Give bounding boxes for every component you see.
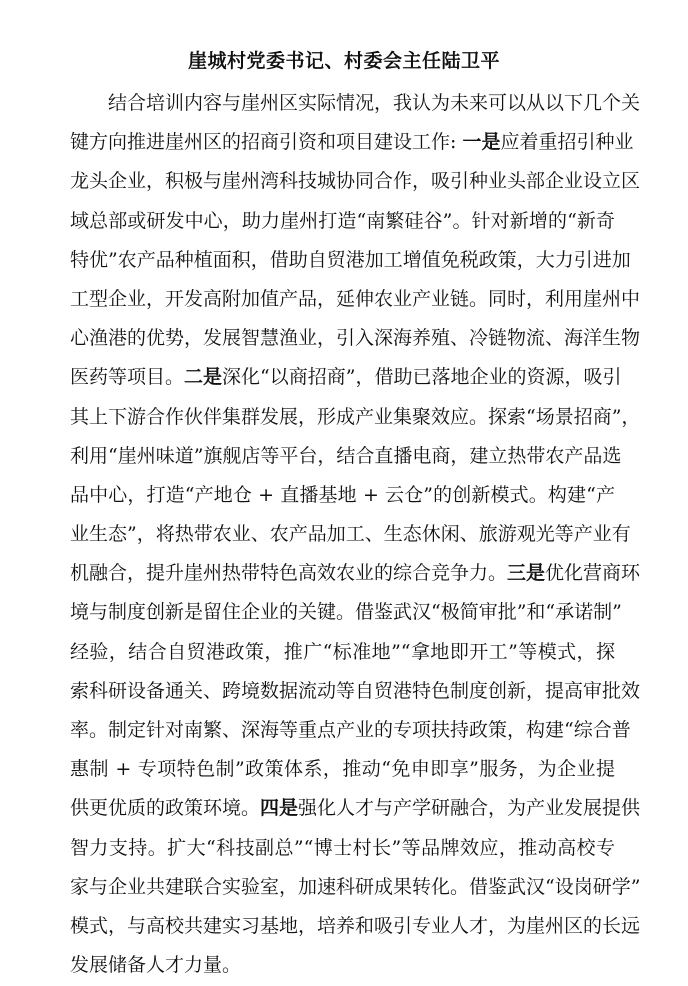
text-segment: 业生态”，将热带农业、农产品加工、生态休闲、旅游观光等产业有 xyxy=(70,523,631,546)
document-title: 崖城村党委书记、村委会主任陆卫平 xyxy=(187,50,500,72)
emphasis-marker: 三是 xyxy=(507,562,546,585)
text-segment: 发展储备人才力量。 xyxy=(70,954,242,977)
text-segment: 优化营商环 xyxy=(545,562,641,585)
paragraph-line xyxy=(70,358,622,397)
text-segment: 深化“以商招商”，借助已落地企业的资源，吸引 xyxy=(222,366,622,389)
emphasis-marker: 二是 xyxy=(184,366,223,389)
text-segment: 机融合，提升崖州热带特色高效农业的综合竞争力。 xyxy=(70,562,508,585)
paragraph-line xyxy=(70,672,641,711)
paragraph-line xyxy=(70,946,615,985)
paragraph-line xyxy=(70,554,641,593)
text-segment: 家与企业共建联合实验室，加速科研成果转化。借鉴武汉“设岗研学” xyxy=(70,875,641,898)
paragraph-line xyxy=(70,84,641,123)
document-body-paragraph xyxy=(70,84,641,985)
text-segment: 键方向推进崖州区的招商引资和项目建设工作: xyxy=(70,131,463,154)
paragraph-line xyxy=(70,476,615,515)
paragraph-line xyxy=(70,398,641,437)
text-segment: 品中心，打造“产地仓 + 直播基地 + 云仓”的创新模式。构建“产 xyxy=(70,483,615,506)
paragraph-line xyxy=(70,515,631,554)
text-segment: 强化人才与产学研融合，为产业发展提供 xyxy=(298,797,641,820)
text-segment: 供更优质的政策环境。 xyxy=(70,797,261,820)
text-segment: 工型企业，开发高附加值产品，延伸农业产业链。同时，利用崖州中 xyxy=(70,287,641,310)
emphasis-marker: 四是 xyxy=(260,797,299,820)
paragraph-line xyxy=(70,162,641,201)
paragraph-line xyxy=(70,868,641,907)
text-segment: 医药等项目。 xyxy=(70,366,185,389)
paragraph-line xyxy=(70,907,641,946)
text-segment: 龙头企业，积极与崖州湾科技城协同合作，吸引种业头部企业设立区 xyxy=(70,170,641,193)
paragraph-line xyxy=(70,437,622,476)
text-segment: 率。制定针对南繁、深海等重点产业的专项扶持政策，构建“综合普 xyxy=(70,719,631,741)
text-segment: 境与制度创新是留住企业的关键。借鉴武汉“极简审批”和“承诺制” xyxy=(70,601,622,624)
text-segment: 智力支持。扩大“科技副总”“博士村长”等品牌效应，推动高校专 xyxy=(70,836,615,859)
text-segment: 惠制 + 专项特色制”政策体系，推动“免申即享”服务，为企业提 xyxy=(70,758,615,781)
paragraph-line xyxy=(70,123,634,162)
text-segment: 域总部或研发中心，助力崖州打造“南繁硅谷”。针对新增的“新奇 xyxy=(70,209,615,232)
paragraph-line xyxy=(70,633,615,672)
paragraph-line xyxy=(70,829,615,868)
text-segment: 应着重招引种业 xyxy=(500,131,634,154)
text-segment: 模式，与高校共建实习基地，培养和吸引专业人才，为崖州区的长远 xyxy=(70,914,641,937)
paragraph-line xyxy=(70,280,641,319)
paragraph-line xyxy=(70,319,641,358)
text-segment: 利用“崖州味道”旗舰店等平台，结合直播电商，建立热带农产品选 xyxy=(70,444,622,467)
text-segment: 索科研设备通关、跨境数据流动等自贸港特色制度创新，提高审批效 xyxy=(70,679,641,702)
paragraph-line xyxy=(70,750,615,789)
paragraph-line xyxy=(70,202,615,241)
emphasis-marker: 一是 xyxy=(462,131,501,154)
text-segment: 心渔港的优势，发展智慧渔业，引入深海养殖、冷链物流、海洋生物 xyxy=(70,327,641,350)
text-segment: 结合培训内容与崖州区实际情况，我认为未来可以从以下几个关 xyxy=(108,92,641,114)
paragraph-line xyxy=(70,593,622,632)
paragraph-line xyxy=(70,711,631,750)
paragraph-line xyxy=(70,789,641,828)
text-segment: 特优”农产品种植面积，借助自贸港加工增值免税政策，大力引进加 xyxy=(70,248,631,271)
text-segment: 其上下游合作伙伴集群发展，形成产业集聚效应。探索“场景招商”， xyxy=(70,405,641,428)
paragraph-line xyxy=(70,241,631,280)
text-segment: 经验，结合自贸港政策，推广“标准地”“拿地即开工”等模式，探 xyxy=(70,640,615,663)
